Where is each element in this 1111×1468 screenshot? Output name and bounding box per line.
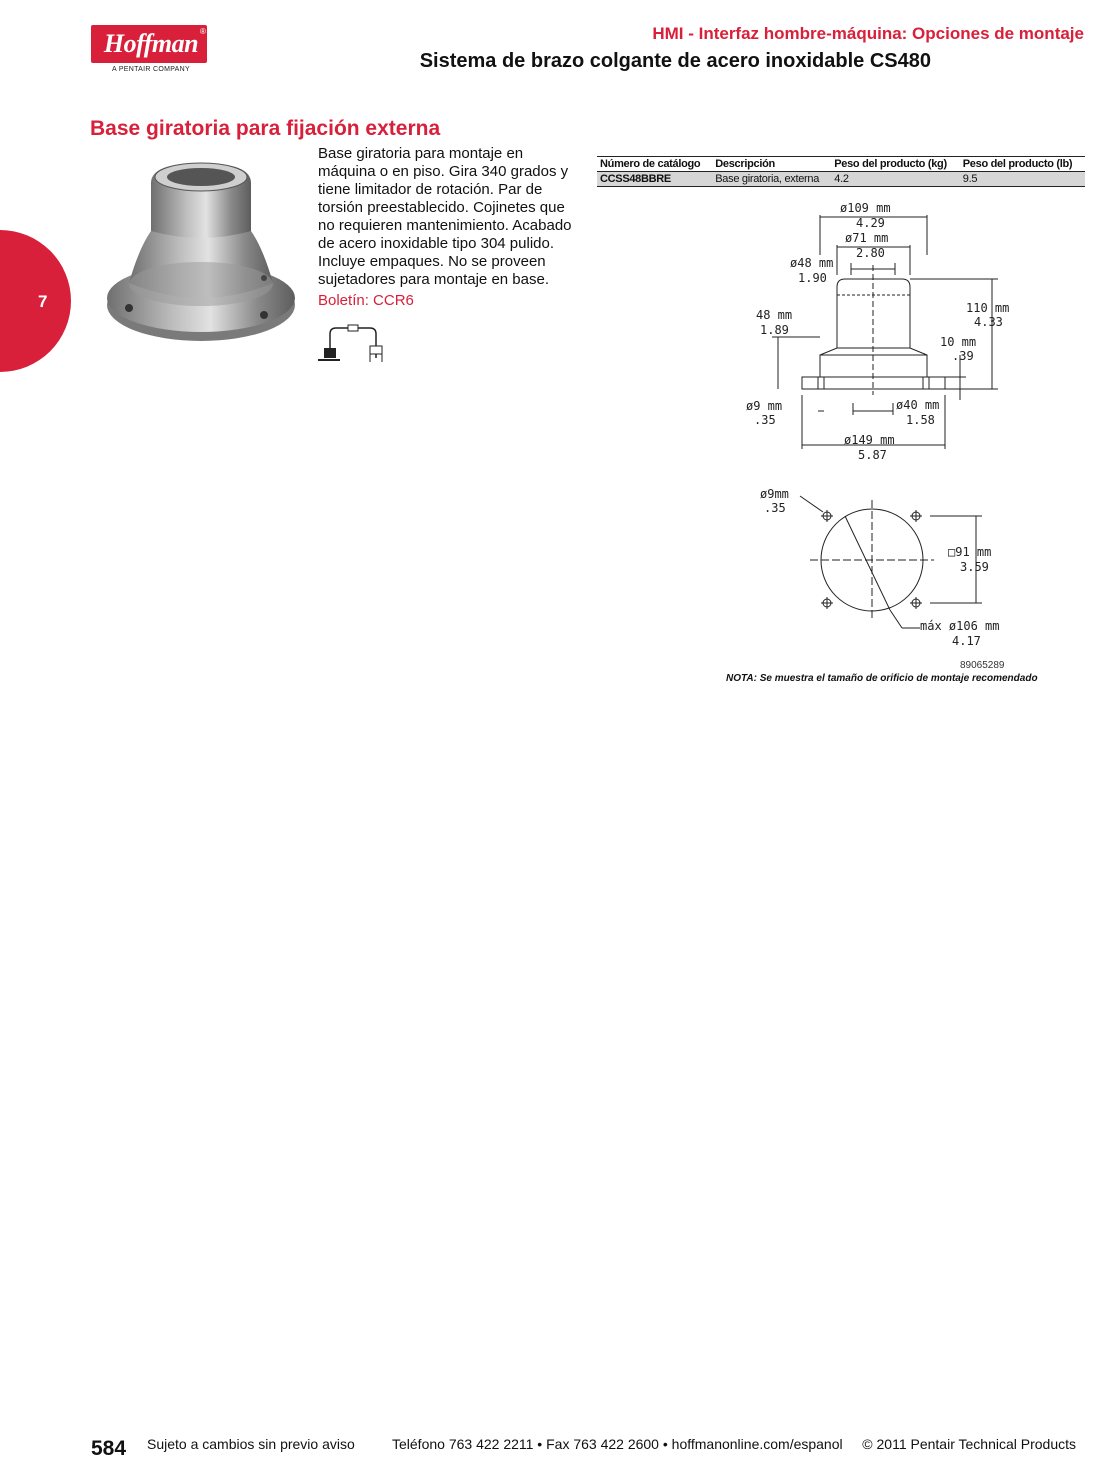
dim-d48-in: 1.90 <box>798 271 827 285</box>
table-header-row <box>597 157 1085 172</box>
dim-d48-mm: ø48 mm <box>790 256 834 270</box>
catalog-table <box>597 156 1085 187</box>
cell-weight-lb: 9.5 <box>960 172 1085 187</box>
col-weight-lb: Peso del producto (lb) <box>960 157 1085 172</box>
dim-hole-mm: ø9mm <box>760 487 789 501</box>
dim-d149-in: 5.87 <box>858 448 887 462</box>
dimension-drawing-plan <box>720 480 1060 655</box>
product-description: Base giratoria para montaje en máquina o en piso. Gira 340 grados y tiene limitador de rotación. Par de torsión preestablecido. Cojinetes que no requieren mantenimiento. Acabado de acero inoxidable tipo 304 pulido. Incluye empaques. No se proveen sujetadores para montaje en base. <box>318 145 572 288</box>
cell-weight-kg: 4.2 <box>831 172 960 187</box>
logo-registered-mark: ® <box>200 27 206 36</box>
page-title: Sistema de brazo colgante de acero inoxidable CS480 <box>419 50 931 72</box>
dim-d40-in: 1.58 <box>906 413 935 427</box>
swivel-base-photo <box>99 153 304 353</box>
col-catalog-number: Número de catálogo <box>597 157 712 172</box>
dim-h110-mm: 110 mm <box>966 301 1010 315</box>
chapter-tab <box>0 230 71 372</box>
col-description: Descripción <box>712 157 831 172</box>
dim-max106-in: 4.17 <box>952 634 981 648</box>
dim-h10-mm: 10 mm <box>940 335 977 349</box>
drawing-note: NOTA: Se muestra el tamaño de orificio de montaje recomendado <box>726 673 1038 684</box>
dim-h110-in: 4.33 <box>974 315 1003 329</box>
dim-d71-in: 2.80 <box>856 246 885 260</box>
col-weight-kg: Peso del producto (kg) <box>831 157 960 172</box>
dimension-drawing-side <box>720 195 1060 470</box>
header-category: HMI - Interfaz hombre-máquina: Opciones de montaje <box>652 24 1084 43</box>
mounting-type-icon <box>318 320 390 364</box>
dim-d109-mm: ø109 mm <box>840 201 891 215</box>
chapter-number: 7 <box>38 292 48 311</box>
drawing-number: 89065289 <box>960 660 1005 671</box>
dim-hole-in: .35 <box>764 501 786 515</box>
page-number: 584 <box>91 1437 127 1460</box>
section-title: Base giratoria para fijación externa <box>90 117 441 140</box>
dim-max106-mm: máx ø106 mm <box>920 619 1000 633</box>
logo-wordmark: Hoffman <box>103 29 199 58</box>
dim-h48-in: 1.89 <box>760 323 789 337</box>
dim-h10-in: .39 <box>952 349 974 363</box>
dim-d71-mm: ø71 mm <box>845 231 889 245</box>
cell-catalog-number: CCSS48BBRE <box>597 172 712 187</box>
logo-tagline: A PENTAIR COMPANY <box>112 66 190 73</box>
dim-d149-mm: ø149 mm <box>844 433 895 447</box>
footer-disclaimer: Sujeto a cambios sin previo aviso <box>147 1436 355 1452</box>
footer-contact: Teléfono 763 422 2211 • Fax 763 422 2600 • hoffmanonline.com/espanol <box>392 1436 843 1452</box>
dim-h48-mm: 48 mm <box>756 308 793 322</box>
dim-d9-in: .35 <box>754 413 776 427</box>
bulletin-link[interactable]: Boletín: CCR6 <box>318 292 414 309</box>
dim-d109-in: 4.29 <box>856 216 885 230</box>
cell-description: Base giratoria, externa <box>712 172 831 187</box>
dim-d40-mm: ø40 mm <box>896 398 940 412</box>
table-row <box>597 172 1085 187</box>
dim-sq91-mm: □91 mm <box>948 545 992 559</box>
dim-sq91-in: 3.59 <box>960 560 989 574</box>
footer-copyright: © 2011 Pentair Technical Products <box>862 1436 1076 1452</box>
dim-d9-mm: ø9 mm <box>746 399 783 413</box>
